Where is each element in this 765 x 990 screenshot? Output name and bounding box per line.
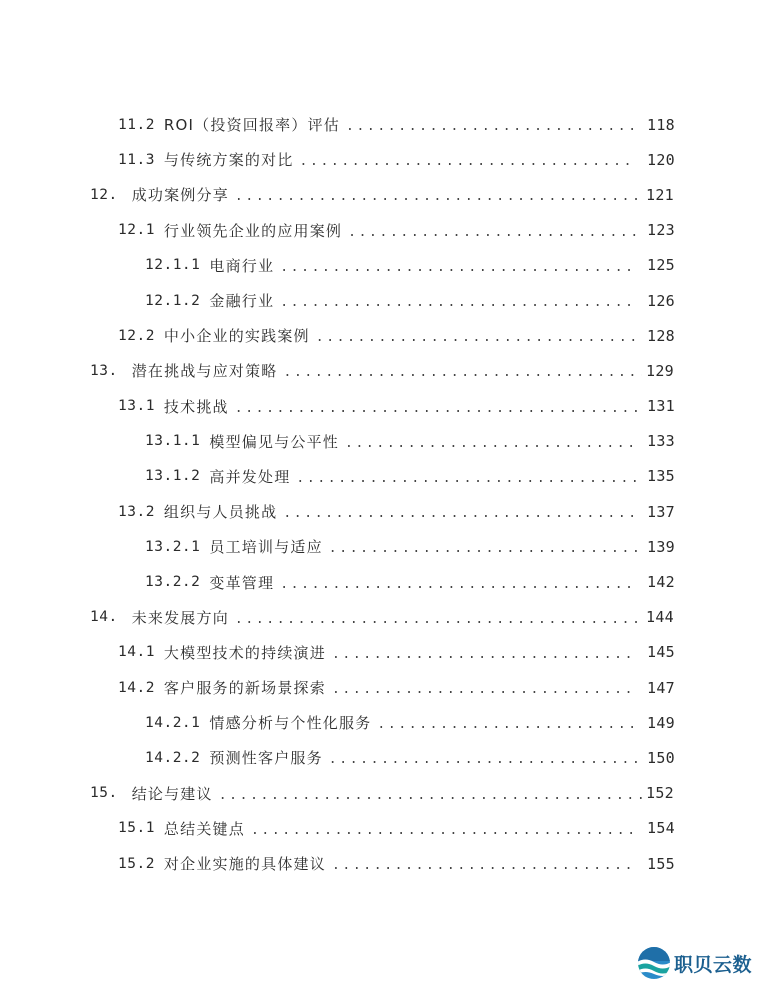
toc-entry-page: 144 [646,608,674,627]
toc-entry-title: 与传统方案的对比 [163,151,294,170]
toc-entry-title: 大模型技术的持续演进 [163,643,326,662]
toc-entry-title: 对企业实施的具体建议 [163,855,326,874]
toc-entry-page: 135 [647,467,675,486]
toc-entry-page: 120 [647,150,675,169]
toc-entry-page: 126 [647,291,675,310]
dot-leader [345,436,637,451]
toc-entry-page: 145 [647,643,675,662]
toc-entry-page: 118 [647,115,675,134]
toc-entry-page: 128 [647,326,675,345]
toc-entry-number: 12.1.1 [145,257,201,274]
toc-entry-number: 11.2 [118,116,155,133]
toc-entry-12[interactable] [0,177,765,212]
toc-entry-13-1[interactable] [0,389,765,424]
toc-entry-number: 13. [90,362,118,379]
toc-entry-title: 变革管理 [209,573,275,592]
dot-leader [348,225,637,240]
dot-leader [235,612,642,627]
toc-entry-13-2-1[interactable] [0,529,765,564]
toc-entry-title: 行业领先企业的应用案例 [163,221,343,240]
toc-entry-title: 成功案例分享 [131,186,229,205]
toc-entry-title: 情感分析与个性化服务 [209,714,372,733]
toc-entry-page: 125 [647,256,675,275]
toc-entry-12-1-2[interactable] [0,283,765,318]
toc-entry-number: 13.1 [118,398,155,415]
toc-entry-title: ROI（投资回报率）评估 [163,116,340,135]
dot-leader [332,647,637,662]
table-of-contents [0,107,765,881]
toc-entry-title: 技术挑战 [163,397,229,416]
dot-leader [235,401,637,416]
toc-entry-15-1[interactable] [0,811,765,846]
toc-entry-title: 预测性客户服务 [209,749,323,768]
toc-entry-page: 131 [647,397,675,416]
toc-entry-page: 150 [647,748,675,767]
toc-entry-page: 121 [646,185,674,204]
toc-entry-number: 15. [90,785,118,802]
toc-entry-number: 13.2.2 [145,574,201,591]
dot-leader [283,506,637,521]
toc-entry-page: 149 [647,713,675,732]
toc-entry-title: 中小企业的实践案例 [163,327,310,346]
dot-leader [284,365,642,380]
dot-leader [280,577,637,592]
toc-entry-number: 15.2 [118,855,155,872]
toc-entry-number: 14.2 [118,679,155,696]
toc-entry-number: 12. [90,186,118,203]
toc-entry-title: 高并发处理 [209,467,291,486]
toc-entry-title: 未来发展方向 [131,608,229,627]
toc-entry-page: 133 [647,432,675,451]
toc-entry-number: 14.2.1 [145,714,201,731]
toc-entry-12-2[interactable] [0,318,765,353]
toc-entry-number: 14. [90,609,118,626]
toc-entry-number: 13.1.2 [145,468,201,485]
dot-leader [332,858,637,873]
toc-entry-number: 11.3 [118,151,155,168]
toc-entry-number: 13.2.1 [145,538,201,555]
toc-entry-page: 139 [647,537,675,556]
toc-entry-title: 结论与建议 [131,784,213,803]
dot-leader [377,717,637,732]
toc-entry-page: 137 [647,502,675,521]
dot-leader [280,295,637,310]
toc-entry-page: 155 [647,854,675,873]
toc-entry-page: 154 [647,819,675,838]
dot-leader [332,682,637,697]
dot-leader [251,823,637,838]
toc-entry-number: 12.2 [118,327,155,344]
toc-entry-number: 12.1 [118,222,155,239]
toc-entry-14-2[interactable] [0,670,765,705]
toc-entry-14-2-1[interactable] [0,705,765,740]
dot-leader [296,471,637,486]
wave-globe-icon [637,946,671,980]
toc-entry-title: 潜在挑战与应对策略 [131,362,278,381]
toc-entry-12-1[interactable] [0,213,765,248]
toc-entry-title: 总结关键点 [163,819,245,838]
dot-leader [316,330,637,345]
toc-entry-13-1-1[interactable] [0,424,765,459]
dot-leader [235,189,642,204]
toc-entry-page: 123 [647,221,675,240]
toc-entry-15-2[interactable] [0,846,765,881]
toc-entry-number: 13.1.1 [145,433,201,450]
toc-entry-12-1-1[interactable] [0,248,765,283]
toc-entry-page: 152 [646,784,674,803]
toc-entry-11-2[interactable] [0,107,765,142]
dot-leader [329,752,637,767]
toc-entry-13-2[interactable] [0,494,765,529]
watermark-brand [637,946,752,980]
toc-entry-number: 14.1 [118,644,155,661]
toc-entry-number: 14.2.2 [145,749,201,766]
toc-entry-title: 组织与人员挑战 [163,503,278,522]
toc-entry-number: 12.1.2 [145,292,201,309]
toc-entry-title: 模型偏见与公平性 [209,432,339,451]
toc-entry-page: 129 [646,361,674,380]
toc-entry-13-2-2[interactable] [0,564,765,599]
toc-entry-number: 15.1 [118,820,155,837]
toc-entry-title: 客户服务的新场景探索 [163,679,326,698]
toc-entry-title: 电商行业 [209,256,275,275]
dot-leader [219,788,642,803]
toc-entry-14-1[interactable] [0,635,765,670]
toc-entry-13[interactable] [0,353,765,388]
toc-entry-number: 13.2 [118,503,155,520]
toc-entry-11-3[interactable] [0,142,765,177]
dot-leader [329,541,637,556]
toc-entry-14-2-2[interactable] [0,740,765,775]
toc-entry-page: 142 [647,573,675,592]
toc-entry-15[interactable] [0,776,765,811]
dot-leader [346,119,637,134]
dot-leader [280,260,637,275]
toc-entry-13-1-2[interactable] [0,459,765,494]
toc-entry-14[interactable] [0,600,765,635]
brand-name: 职贝云数 [674,953,753,976]
toc-entry-title: 金融行业 [209,292,275,311]
toc-entry-page: 147 [647,678,675,697]
dot-leader [300,154,637,169]
toc-entry-title: 员工培训与适应 [209,538,323,557]
